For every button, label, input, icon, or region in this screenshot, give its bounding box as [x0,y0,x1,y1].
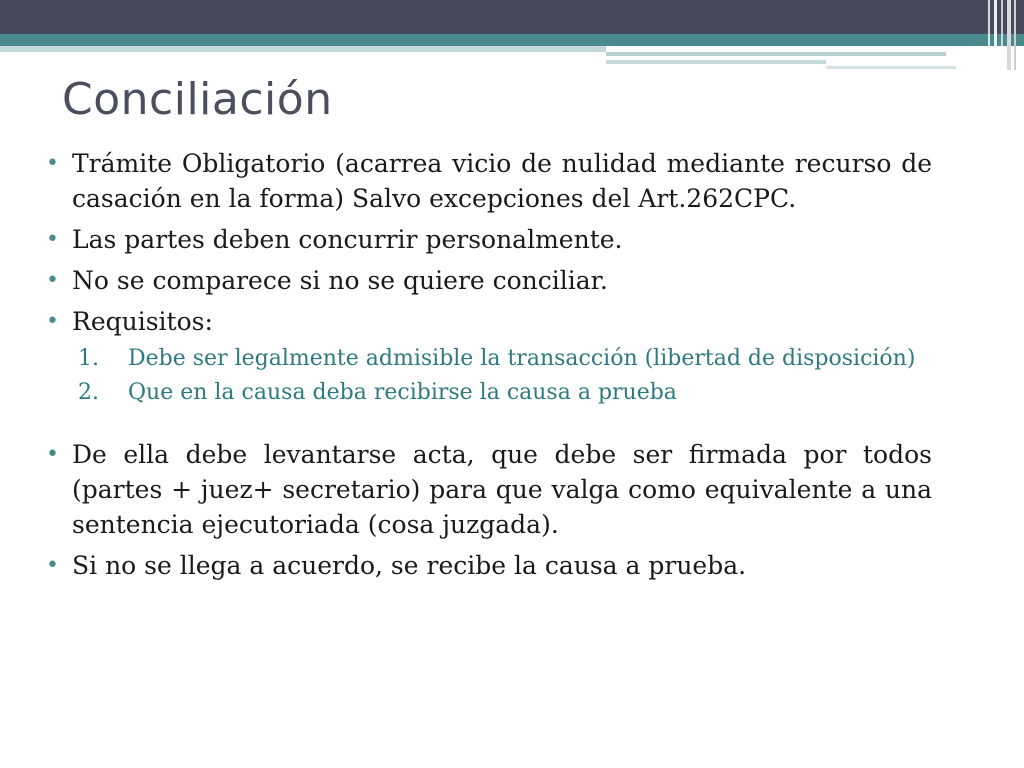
requisito-number: 2. [78,380,99,405]
requisito-item [44,345,932,373]
header-band-dark [0,0,1024,34]
requisito-number: 1. [78,346,99,371]
header-band-teal [0,34,1024,46]
requisitos-list [44,345,932,407]
header-stripe [606,60,826,64]
bullet-item: • De ella debe levantarse acta, que debe ser firmada por todos (partes + juez+ secretario) para que valga como equivalente a una sentencia ejecutoriada (cosa juzgada). [44,437,932,542]
header-vertical-bars [988,0,1018,70]
vertical-bar [1014,0,1016,70]
bullet-item: • Si no se llega a acuerdo, se recibe la causa a prueba. [44,548,932,583]
slide-title: Conciliación [62,74,333,125]
requisito-item [44,379,932,407]
bullet-item: • Requisitos: [44,304,932,339]
vertical-bar [994,0,997,70]
header-band-pale [0,46,606,52]
requisito-text: Debe ser legalmente admisible la transacción (libertad de disposición) [128,346,916,371]
vertical-bar [1001,0,1003,70]
vertical-bar [1007,0,1011,70]
bullet-item: • Trámite Obligatorio (acarrea vicio de nulidad mediante recurso de casación en la forma) Salvo excepciones del Art.262CPC. [44,146,932,216]
requisito-text: Que en la causa deba recibirse la causa a prueba [128,380,677,405]
header-stripe [826,66,956,69]
bullet-list-top [44,146,932,339]
header-stripe [606,52,946,56]
bullet-item: • Las partes deben concurrir personalmente. [44,222,932,257]
bullet-item: • No se comparece si no se quiere conciliar. [44,263,932,298]
vertical-bar [988,0,990,70]
bullet-list-bottom [44,437,932,583]
slide-body [44,146,932,589]
